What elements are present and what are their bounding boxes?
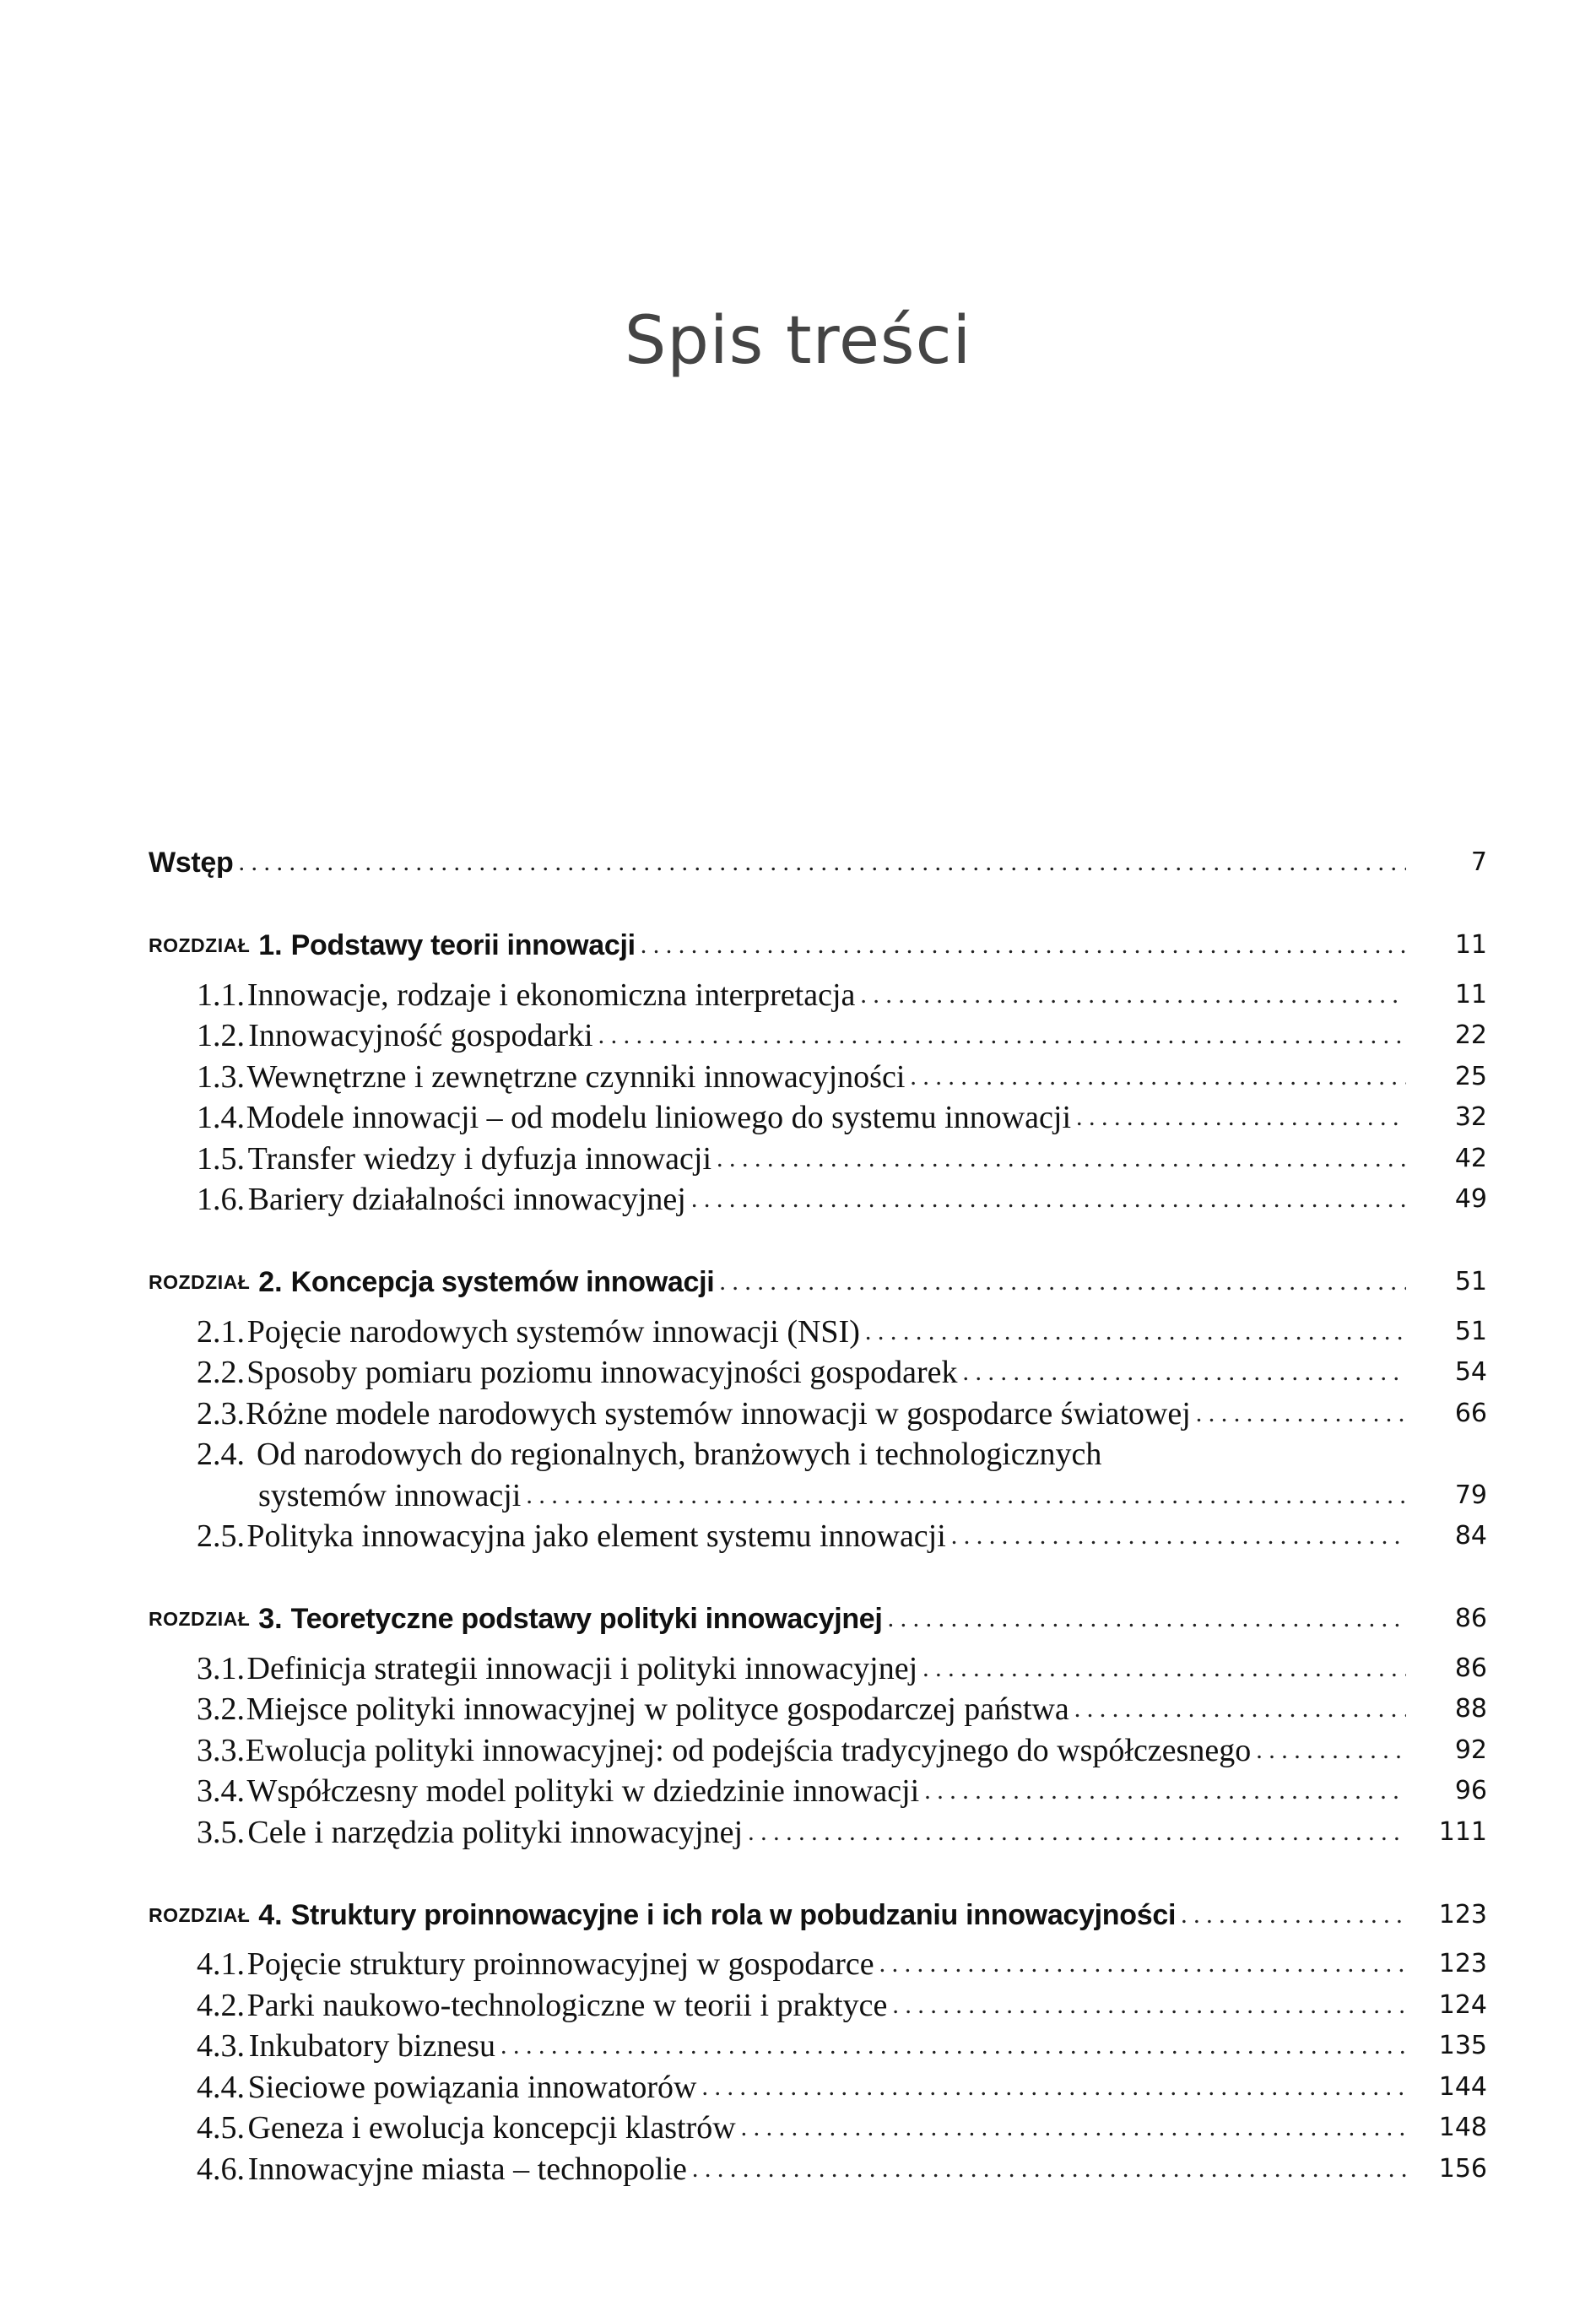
section-page-number: 86	[1454, 1653, 1487, 1683]
dot-leader	[865, 1312, 1406, 1352]
chapter-label: ROZDZIAŁ	[149, 1271, 251, 1293]
section-title: Definicja strategii innowacji i polityki innowacyjnej	[246, 1650, 918, 1686]
chapter-page-number: 86	[1454, 1604, 1487, 1633]
toc-entry-chapter[interactable]	[149, 1255, 1487, 1302]
section-number: 4.5.	[197, 2110, 245, 2146]
chapter-label: ROZDZIAŁ	[149, 1608, 251, 1630]
section-title: Miejsce polityki innowacyjnej w polityce gospodarczej państwa	[246, 1691, 1069, 1727]
dot-leader	[860, 975, 1406, 1015]
chapter-number: 2.	[258, 1266, 283, 1298]
dot-leader	[598, 1015, 1406, 1056]
dot-leader	[641, 925, 1406, 966]
section-number: 2.1.	[197, 1313, 245, 1350]
toc-entry-section[interactable]	[149, 1689, 1487, 1730]
toc-entry-section[interactable]	[149, 1311, 1487, 1352]
section-title: Różne modele narodowych systemów innowacji w gospodarce światowej	[246, 1395, 1191, 1432]
section-page-number: 22	[1454, 1020, 1487, 1050]
section-page-number: 111	[1438, 1816, 1487, 1847]
toc-entry-section[interactable]	[149, 1138, 1487, 1179]
dot-leader	[701, 2067, 1406, 2108]
toc-entry-section[interactable]	[149, 1097, 1487, 1139]
dot-leader	[963, 1352, 1406, 1393]
section-number: 2.4.	[197, 1437, 245, 1472]
toc-entry-section[interactable]	[149, 2148, 1487, 2189]
chapter-number: 1.	[258, 929, 283, 961]
section-number: 1.4.	[197, 1100, 245, 1135]
chapter-label: ROZDZIAŁ	[149, 934, 251, 956]
chapter-title: Struktury proinnowacyjne i ich rola w pobudzaniu innowacyjności	[290, 1898, 1177, 1931]
dot-leader	[879, 1944, 1406, 1984]
section-title: Pojęcie narodowych systemów innowacji (NSI)	[246, 1313, 860, 1350]
section-page-number: 42	[1454, 1143, 1487, 1173]
section-number: 1.5.	[197, 1140, 245, 1177]
chapter-title: Teoretyczne podstawy polityki innowacyjnej	[290, 1603, 883, 1635]
section-number: 3.1.	[197, 1650, 245, 1686]
section-page-number: 66	[1454, 1398, 1487, 1428]
toc-entry-section[interactable]	[149, 1352, 1487, 1394]
dot-leader	[717, 1139, 1406, 1179]
toc-entry-chapter[interactable]	[149, 918, 1487, 966]
section-number: 4.3.	[197, 2028, 245, 2064]
toc-entry-section[interactable]	[149, 1516, 1487, 1557]
section-page-number: 156	[1438, 2153, 1487, 2184]
chapter-page-number: 123	[1438, 1899, 1487, 1929]
section-number: 4.2.	[197, 1987, 245, 2023]
chapter-title: Podstawy teorii innowacji	[290, 929, 636, 961]
toc-entry-section-continuation[interactable]	[149, 1475, 1487, 1516]
section-page-number: 135	[1438, 2031, 1487, 2060]
section-title: Sieciowe powiązania innowatorów	[247, 2069, 697, 2105]
section-title: Sposoby pomiaru poziomu innowacyjności gospodarek	[246, 1355, 958, 1390]
dot-leader	[951, 1516, 1406, 1556]
dot-leader	[719, 1262, 1406, 1302]
chapter-number: 3.	[258, 1603, 283, 1635]
section-title: Wewnętrzne i zewnętrzne czynniki innowacyjności	[246, 1058, 906, 1095]
section-page-number: 49	[1454, 1184, 1487, 1214]
toc-entry-section[interactable]	[149, 1648, 1487, 1689]
section-title: Modele innowacji – od modelu liniowego do systemu innowacji	[246, 1100, 1071, 1135]
chapter-page-number: 11	[1454, 930, 1487, 960]
section-number: 3.2.	[197, 1691, 245, 1727]
dot-leader	[239, 842, 1406, 883]
section-number: 2.5.	[197, 1518, 245, 1554]
section-title: Innowacyjność gospodarki	[248, 1018, 593, 1053]
section-page-number: 25	[1454, 1061, 1487, 1091]
dot-leader	[922, 1648, 1406, 1689]
dot-leader	[892, 1985, 1406, 2026]
toc-entry-section[interactable]	[149, 2108, 1487, 2149]
toc-entry-section[interactable]	[149, 1984, 1487, 2026]
section-number: 1.6.	[197, 1182, 245, 1217]
toc-entry-section[interactable]	[149, 2066, 1487, 2108]
dot-leader	[1074, 1689, 1406, 1729]
section-title: Parki naukowo-technologiczne w teorii i praktyce	[246, 1987, 888, 2023]
section-page-number: 144	[1438, 2071, 1487, 2102]
section-title-continuation: systemów innowacji	[258, 1477, 522, 1513]
dot-leader	[692, 2149, 1406, 2189]
toc-entry-section[interactable]	[149, 2026, 1487, 2067]
chapter-number: 4.	[258, 1898, 283, 1931]
dot-leader	[526, 1475, 1406, 1516]
toc-entry-chapter[interactable]	[149, 1888, 1487, 1935]
toc-entry-intro[interactable]	[149, 836, 1487, 883]
section-number: 2.3.	[197, 1395, 245, 1432]
section-title: Innowacje, rodzaje i ekonomiczna interpretacja	[246, 977, 856, 1013]
section-page-number: 92	[1454, 1735, 1487, 1765]
section-page-number: 32	[1454, 1102, 1487, 1132]
dot-leader	[924, 1771, 1406, 1811]
section-page-number: 84	[1454, 1521, 1487, 1551]
section-title: Geneza i ewolucja koncepcji klastrów	[247, 2110, 736, 2146]
section-title: Współczesny model polityki w dziedzinie innowacji	[246, 1773, 920, 1809]
section-page-number: 123	[1438, 1949, 1487, 1978]
dot-leader	[691, 1179, 1406, 1220]
section-title: Transfer wiedzy i dyfuzja innowacji	[247, 1140, 712, 1177]
toc-entry-section[interactable]	[149, 1015, 1487, 1057]
dot-leader	[1256, 1730, 1406, 1771]
section-title: Innowacyjne miasta – technopolie	[247, 2151, 687, 2187]
section-number: 1.3.	[197, 1058, 245, 1095]
toc-entry-chapter[interactable]	[149, 1592, 1487, 1639]
toc-entry-section[interactable]	[149, 1056, 1487, 1097]
toc-entry-section[interactable]	[149, 1393, 1487, 1434]
section-title: Pojęcie struktury proinnowacyjnej w gospodarce	[246, 1946, 874, 1982]
section-title: Od narodowych do regionalnych, branżowych i technologicznych	[257, 1437, 1102, 1472]
section-number: 1.2.	[197, 1018, 245, 1053]
intro-page-number: 7	[1470, 847, 1487, 877]
dot-leader	[1076, 1097, 1406, 1138]
section-title: Ewolucja polityki innowacyjnej: od podejścia tradycyjnego do współczesnego	[245, 1732, 1252, 1768]
section-title: Polityka innowacyjna jako element systemu innowacji	[246, 1518, 946, 1554]
section-title: Bariery działalności innowacyjnej	[247, 1182, 686, 1217]
toc-entry-section[interactable]	[149, 1811, 1487, 1853]
section-page-number: 79	[1454, 1480, 1487, 1510]
toc-entry-section[interactable]	[149, 974, 1487, 1015]
toc-entry-section[interactable]	[149, 1729, 1487, 1771]
chapter-page-number: 51	[1454, 1267, 1487, 1296]
toc-entry-section[interactable]	[149, 1179, 1487, 1220]
dot-leader	[500, 2026, 1406, 2066]
dot-leader	[741, 2108, 1406, 2148]
toc-entry-section[interactable]	[149, 1771, 1487, 1812]
section-page-number: 51	[1454, 1316, 1487, 1346]
section-number: 4.1.	[197, 1946, 245, 1982]
section-number: 2.2.	[197, 1355, 245, 1390]
table-of-contents	[149, 836, 1487, 2189]
dot-leader	[1181, 1895, 1406, 1935]
chapter-title: Koncepcja systemów innowacji	[290, 1266, 715, 1298]
section-page-number: 88	[1454, 1694, 1487, 1724]
dot-leader	[1196, 1394, 1406, 1434]
section-title: Cele i narzędzia polityki innowacyjnej	[247, 1814, 744, 1850]
section-page-number: 148	[1438, 2113, 1487, 2142]
intro-title: Wstęp	[149, 847, 234, 879]
section-number: 1.1.	[197, 977, 245, 1013]
section-number: 3.5.	[197, 1814, 245, 1850]
section-page-number: 54	[1454, 1357, 1487, 1387]
section-number: 4.6.	[197, 2151, 245, 2187]
dot-leader	[888, 1599, 1406, 1639]
section-page-number: 96	[1454, 1776, 1487, 1805]
dot-leader	[748, 1812, 1406, 1853]
section-page-number: 124	[1438, 1989, 1487, 2020]
chapter-label: ROZDZIAŁ	[149, 1903, 251, 1926]
section-number: 3.4.	[197, 1773, 245, 1809]
dot-leader	[910, 1057, 1406, 1097]
section-page-number: 11	[1454, 979, 1487, 1009]
section-number: 4.4.	[197, 2069, 245, 2105]
section-title: Inkubatory biznesu	[248, 2028, 495, 2064]
toc-entry-section[interactable]	[149, 1944, 1487, 1985]
section-number: 3.3.	[197, 1732, 245, 1768]
toc-entry-section[interactable]	[149, 1434, 1487, 1475]
page-title: Spis treści	[624, 303, 972, 379]
